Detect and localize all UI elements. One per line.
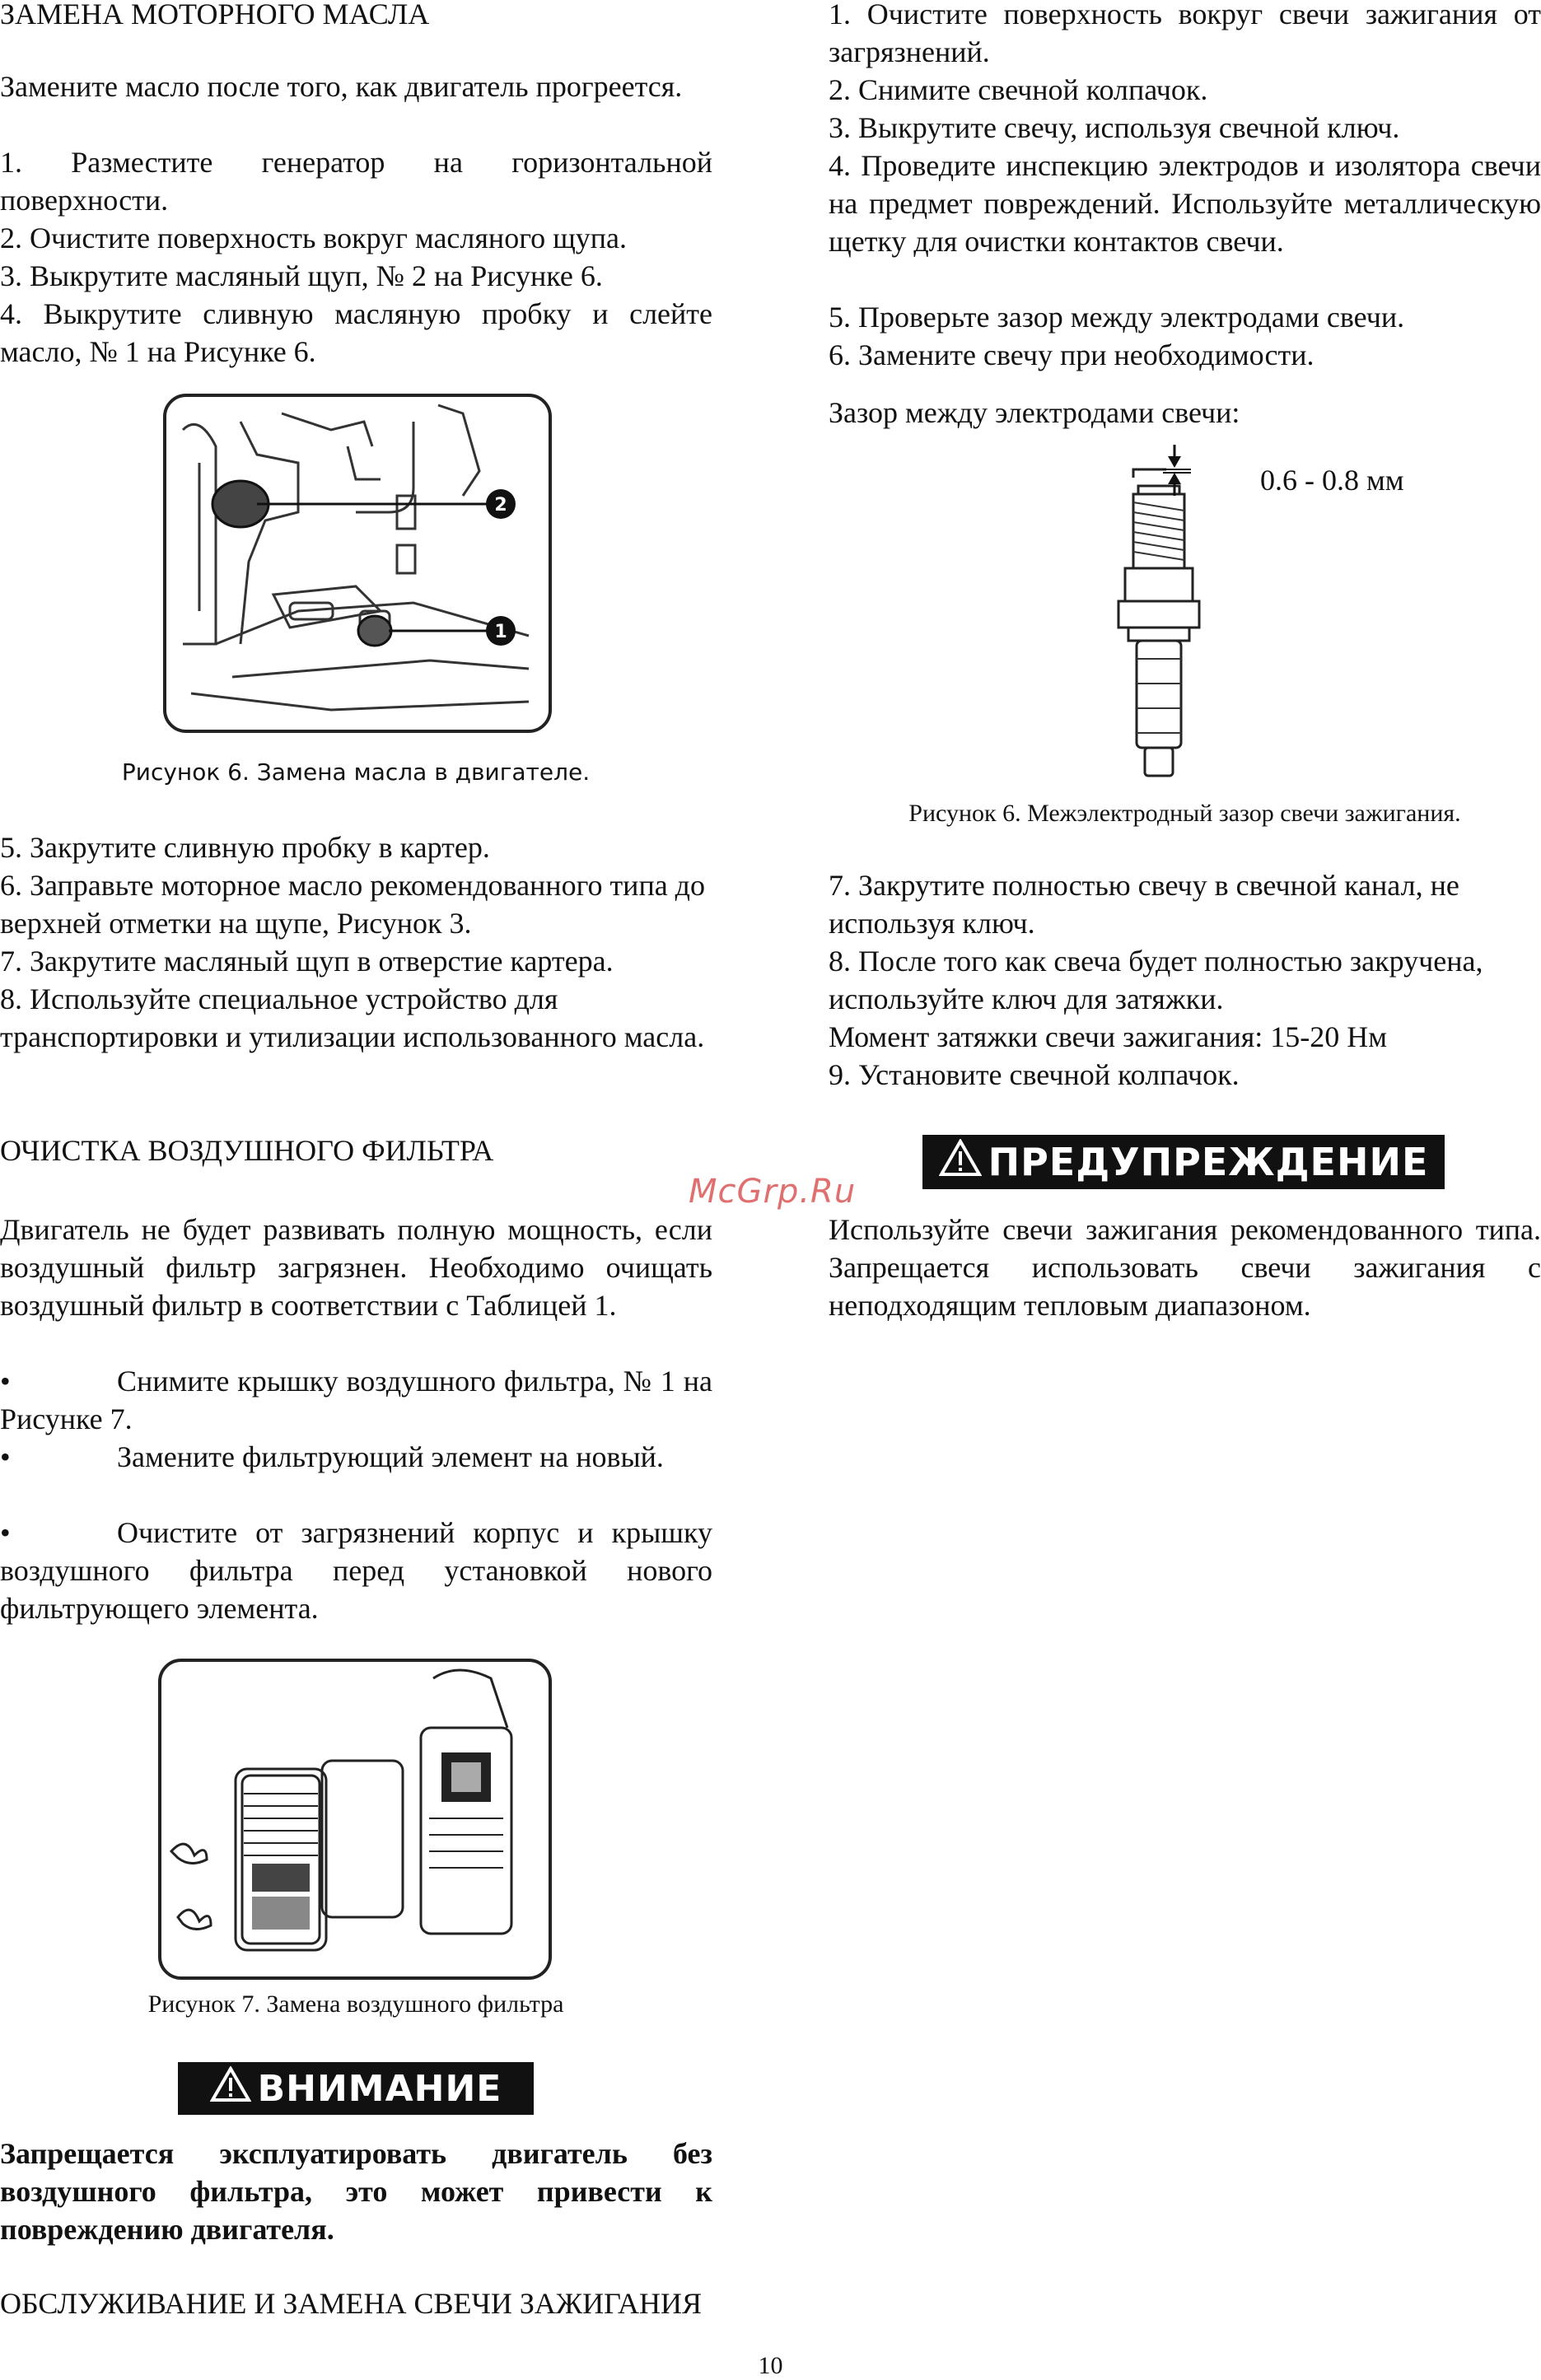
warning-sign	[922, 1135, 1445, 1189]
spark-step-7: 7. Закрутите полностью свечу в свечной канал, не используя ключ.	[829, 869, 1459, 940]
figure-7-caption: Рисунок 7. Замена воздушного фильтра	[147, 1990, 564, 2018]
figure-6-caption: Рисунок 6. Замена масла в двигателе.	[121, 758, 591, 786]
spark-step-2: 2. Снимите свечной колпачок.	[829, 73, 1208, 106]
oil-step-6: 6. Заправьте моторное масло рекомендованного типа до верхней отметки на щупе, Рисунок 3.	[0, 869, 706, 940]
callout-1-label: 1	[494, 622, 507, 642]
oil-step-7: 7. Закрутите масляный щуп в отверстие картера.	[0, 945, 614, 978]
warning-triangle-icon	[939, 1139, 982, 1186]
oil-step-4: 4. Выкрутите сливную масляную пробку и слейте масло, № 1 на Рисунке 6.	[0, 297, 712, 368]
air-filter-intro: Двигатель не будет развивать полную мощность, если воздушный фильтр загрязнен. Необходимо очищать воздушный фильтр в соответствии с Таблицей 1.	[0, 1213, 712, 1322]
air-filter-bullet-3: • Очистите от загрязнений корпус и крышку воздушного фильтра перед установкой нового фильтрующего элемента.	[0, 1516, 712, 1625]
oil-step-5: 5. Закрутите сливную пробку в картер.	[0, 831, 490, 864]
callout-2-label: 2	[494, 495, 507, 516]
spark-plug-figure	[1100, 445, 1232, 784]
attention-sign	[178, 2062, 534, 2115]
spark-plug-illustration	[1100, 445, 1232, 784]
oil-intro: Замените масло после того, как двигатель прогреется.	[0, 70, 683, 103]
attention-text: Запрещается эксплуатировать двигатель без воздушного фильтра, это может привести к повреждению двигателя.	[0, 2137, 712, 2246]
air-filter-illustration	[161, 1662, 549, 1976]
spark-step-4: 4. Проведите инспекцию электродов и изолятора свечи на предмет повреждений. Используйте металлическую щетку для очистки контактов свечи.	[829, 149, 1541, 258]
spark-step-1: 1. Очистите поверхность вокруг свечи зажигания от загрязнений.	[829, 0, 1541, 68]
oil-step-1: 1. Разместите генератор на горизонтальной поверхности.	[0, 146, 712, 217]
spark-step-3: 3. Выкрутите свечу, используя свечной ключ.	[829, 111, 1400, 144]
page-number: 10	[758, 2352, 783, 2379]
oil-step-8: 8. Используйте специальное устройство для транспортировки и утилизации использованного масла.	[0, 982, 705, 1053]
warning-label: ПРЕДУПРЕЖДЕНИЕ	[988, 1140, 1429, 1184]
spark-step-5: 5. Проверьте зазор между электродами свечи.	[829, 301, 1405, 334]
spark-step-8: 8. После того как свеча будет полностью закручена, используйте ключ для затяжки.	[829, 945, 1483, 1015]
tightening-torque: Момент затяжки свечи зажигания: 15-20 Нм	[829, 1020, 1388, 1053]
gap-label: Зазор между электродами свечи:	[829, 396, 1240, 429]
watermark: McGrp.Ru	[689, 1173, 857, 1211]
figure-6-oil-change	[163, 394, 552, 733]
attention-label: ВНИМАНИЕ	[257, 2067, 502, 2110]
oil-change-heading: ЗАМЕНА МОТОРНОГО МАСЛА	[0, 0, 430, 30]
air-filter-bullet-1: • Снимите крышку воздушного фильтра, № 1 на Рисунке 7.	[0, 1365, 712, 1435]
air-filter-heading: ОЧИСТКА ВОЗДУШНОГО ФИЛЬТРА	[0, 1134, 494, 1167]
air-filter-bullet-2: • Замените фильтрующий элемент на новый.	[0, 1440, 664, 1473]
oil-step-3: 3. Выкрутите масляный щуп, № 2 на Рисунке 6.	[0, 259, 603, 292]
spark-plug-heading: ОБСЛУЖИВАНИЕ И ЗАМЕНА СВЕЧИ ЗАЖИГАНИЯ	[0, 2287, 703, 2320]
engine-drain-illustration	[166, 397, 549, 730]
warning-triangle-icon	[210, 2066, 251, 2112]
figure-7-air-filter	[158, 1659, 552, 1980]
warning-text: Используйте свечи зажигания рекомендованного типа. Запрещается использовать свечи зажигания с неподходящим тепловым диапазоном.	[829, 1213, 1541, 1322]
oil-step-2: 2. Очистите поверхность вокруг масляного щупа.	[0, 222, 628, 254]
spark-figure-caption: Рисунок 6. Межэлектродный зазор свечи зажигания.	[908, 800, 1461, 827]
spark-step-9: 9. Установите свечной колпачок.	[829, 1058, 1240, 1091]
gap-value: 0.6 - 0.8 мм	[1260, 464, 1404, 497]
spark-step-6: 6. Замените свечу при необходимости.	[829, 338, 1315, 371]
